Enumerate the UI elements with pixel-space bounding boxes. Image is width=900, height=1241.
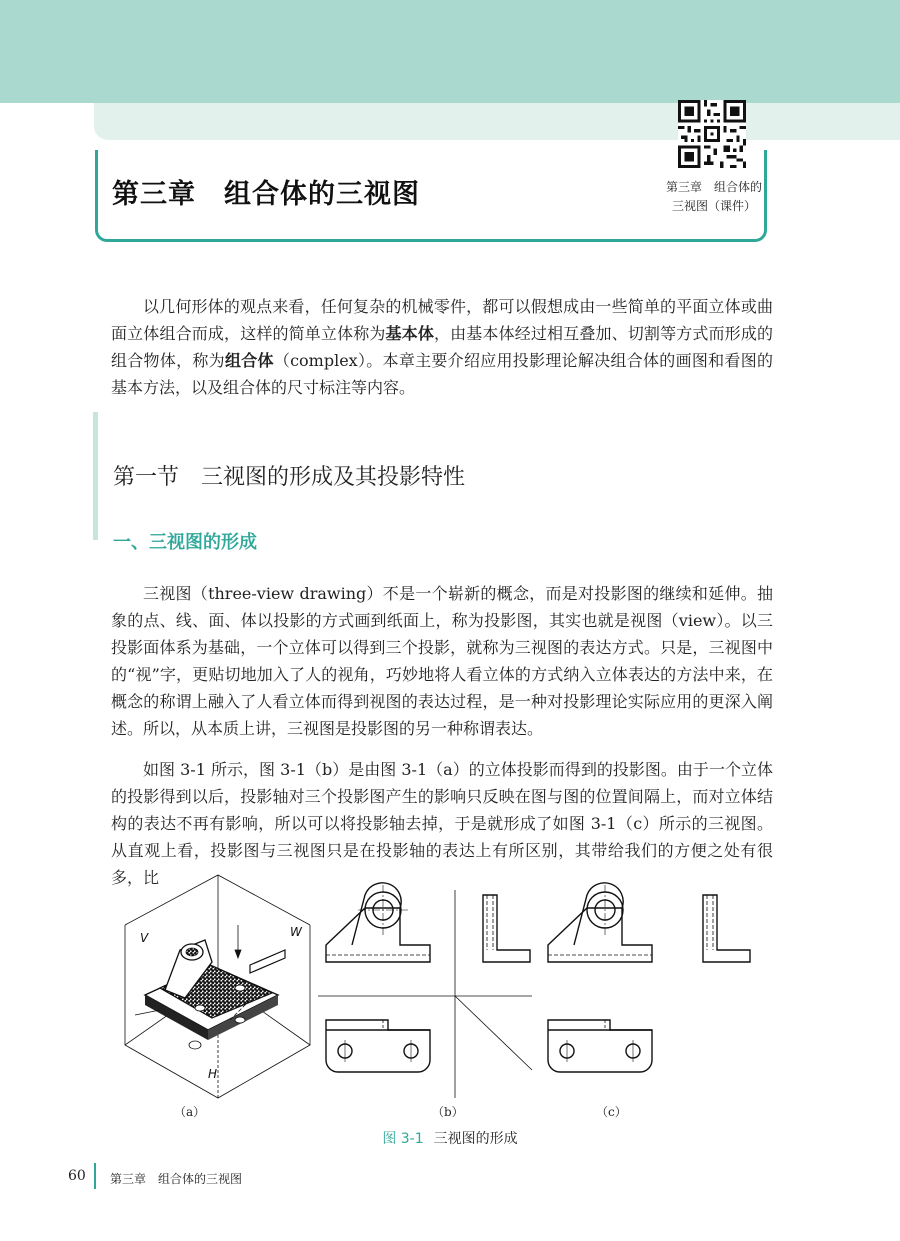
qr-code-icon[interactable] — [678, 100, 746, 168]
figure-caption-number: 图 3-1 — [382, 1131, 424, 1147]
plane-label-h: H — [208, 1067, 218, 1081]
figure-caption — [0, 1128, 900, 1148]
figure-label-b: （b） — [432, 1105, 464, 1119]
figure-3-1 — [100, 870, 780, 1100]
body-paragraph-2: 如图 3-1 所示，图 3-1（b）是由图 3-1（a）的立体投影而得到的投影图。由于一个立体的投影得到以后，投影轴对三个投影图产生的影响只反映在图与图的位置间隔上，而对立体结构的表达不再有影响，所以可以将投影轴去掉，于是就形成了如图 3-1（c）所示的三视图。从直观上看，投影图与三视图只是在投影轴的表达上有所区别，其带给我们的方便之处有很多，比 — [111, 760, 773, 887]
figure-label-c: （c） — [596, 1105, 627, 1119]
section-accent-bar — [93, 412, 98, 540]
footer-divider — [94, 1163, 96, 1189]
figure-label-a: （a） — [174, 1105, 206, 1119]
three-view-drawing — [548, 883, 750, 1072]
intro-text-3: （complex）。本章主要介绍应用投影理论解决组合体的画图和看图的基本方法，以及组合体的尺寸标注等内容。 — [111, 351, 773, 397]
term-composite-body: 组合体 — [224, 351, 274, 370]
intro-paragraph — [111, 293, 773, 401]
section-title: 第一节 三视图的形成及其投影特性 — [113, 465, 466, 490]
intro-text-2: ，由基本体经过相互叠加、切割等方式而形成的组合物体，称为 — [111, 324, 773, 370]
qr-caption-line2: 三视图（课件） — [671, 199, 756, 213]
projection-drawing — [318, 883, 532, 1098]
chapter-title: 第三章 组合体的三视图 — [112, 179, 420, 210]
body-paragraph-1: 三视图（three-view drawing）不是一个崭新的概念，而是对投影图的继续和延伸。抽象的点、线、面、体以投影的方式画到纸面上，称为投影图，其实也就是视图（view）。以三投影面体系为基础，一个立体可以得到三个投影，就称为三视图的表达方式。只是，三视图中的“视”字，更贴切地加入了人的视角，巧妙地将人看立体的方式纳入立体表达的方法中来，在概念的称谓上融入了人看立体而得到视图的表达过程，是一种对投影理论实际应用的更深入阐述。所以，从本质上讲，三视图是投影图的另一种称谓表达。 — [111, 584, 773, 738]
isometric-view — [125, 875, 310, 1098]
qr-caption-line1: 第三章 组合体的 — [665, 180, 762, 194]
subsection-title: 一、三视图的形成 — [113, 532, 257, 553]
figure-caption-text: 三视图的形成 — [433, 1131, 518, 1147]
plane-label-v: V — [140, 931, 149, 945]
intro-text-1: 以几何形体的观点来看，任何复杂的机械零件，都可以假想成由一些简单的平面立体或曲面立体组合而成，这样的简单立体称为 — [111, 297, 773, 343]
qr-caption — [648, 178, 780, 216]
plane-label-w: W — [290, 925, 302, 939]
term-basic-body: 基本体 — [385, 324, 434, 343]
header-tab — [94, 103, 900, 140]
header-band — [0, 0, 900, 103]
running-title: 第三章 组合体的三视图 — [110, 1172, 243, 1186]
page-number: 60 — [68, 1168, 86, 1184]
